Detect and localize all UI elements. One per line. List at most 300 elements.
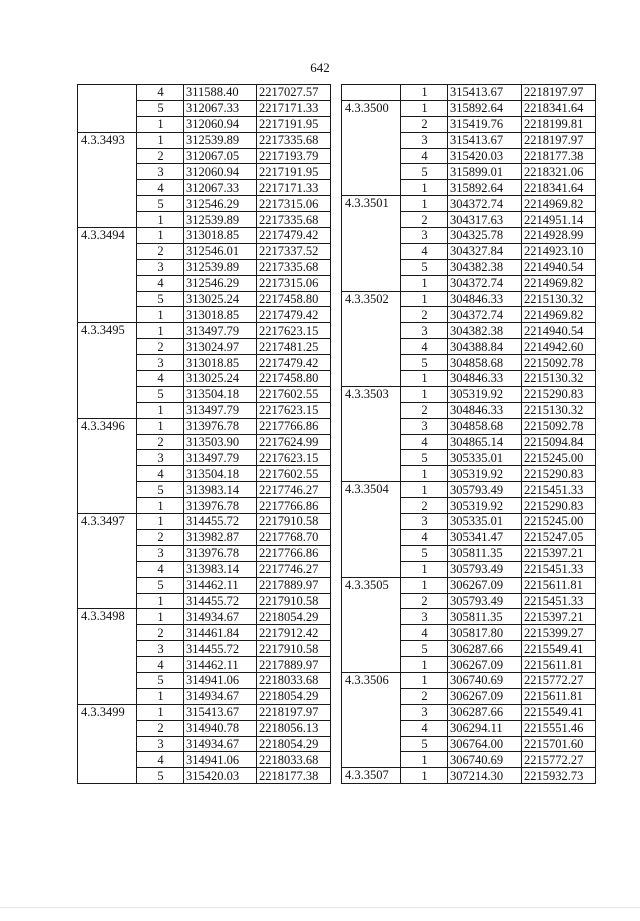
x-coordinate-cell: 305341.47 — [448, 529, 522, 545]
x-coordinate-cell: 306740.69 — [448, 672, 522, 688]
x-coordinate-cell: 314462.11 — [184, 657, 257, 673]
x-coordinate-cell: 315899.01 — [448, 164, 522, 180]
y-coordinate-cell: 2215290.83 — [522, 386, 596, 402]
x-coordinate-cell: 313497.79 — [184, 323, 257, 339]
point-number-cell: 5 — [137, 386, 184, 402]
y-coordinate-cell: 2217602.55 — [257, 386, 331, 402]
x-coordinate-cell: 305335.01 — [448, 514, 522, 530]
point-number-cell: 1 — [137, 116, 184, 132]
x-coordinate-cell: 315413.67 — [448, 132, 522, 148]
y-coordinate-cell: 2215290.83 — [522, 466, 596, 482]
table-row — [342, 100, 596, 116]
y-coordinate-cell: 2217624.99 — [257, 434, 331, 450]
point-number-cell: 5 — [137, 482, 184, 498]
x-coordinate-cell: 315413.67 — [448, 85, 522, 101]
point-number-cell: 1 — [137, 402, 184, 418]
parcel-id-cell: 4.3.3505 — [342, 577, 401, 672]
y-coordinate-cell: 2217766.86 — [257, 545, 331, 561]
point-number-cell: 2 — [137, 148, 184, 164]
x-coordinate-cell: 312060.94 — [184, 164, 257, 180]
y-coordinate-cell: 2217768.70 — [257, 529, 331, 545]
y-coordinate-cell: 2217458.80 — [257, 371, 331, 387]
point-number-cell: 1 — [401, 657, 448, 673]
x-coordinate-cell: 305319.92 — [448, 466, 522, 482]
y-coordinate-cell: 2215611.81 — [522, 577, 596, 593]
point-number-cell: 3 — [401, 228, 448, 244]
y-coordinate-cell: 2217746.27 — [257, 482, 331, 498]
parcel-id-cell: 4.3.3507 — [342, 768, 401, 784]
y-coordinate-cell: 2215549.41 — [522, 641, 596, 657]
point-number-cell: 5 — [137, 577, 184, 593]
x-coordinate-cell: 305817.80 — [448, 625, 522, 641]
point-number-cell: 1 — [137, 498, 184, 514]
parcel-id-cell: 4.3.3498 — [78, 609, 137, 704]
x-coordinate-cell: 312539.89 — [184, 132, 257, 148]
point-number-cell: 4 — [401, 625, 448, 641]
y-coordinate-cell: 2215451.33 — [522, 593, 596, 609]
point-number-cell: 5 — [137, 768, 184, 784]
x-coordinate-cell: 306764.00 — [448, 736, 522, 752]
x-coordinate-cell: 304327.84 — [448, 243, 522, 259]
x-coordinate-cell: 313024.97 — [184, 339, 257, 355]
y-coordinate-cell: 2217623.15 — [257, 402, 331, 418]
point-number-cell: 1 — [401, 752, 448, 768]
coordinate-table-right — [341, 84, 596, 784]
table-row — [78, 704, 331, 720]
x-coordinate-cell: 313982.87 — [184, 529, 257, 545]
point-number-cell: 1 — [137, 593, 184, 609]
y-coordinate-cell: 2217623.15 — [257, 450, 331, 466]
y-coordinate-cell: 2217910.58 — [257, 514, 331, 530]
point-number-cell: 1 — [137, 688, 184, 704]
x-coordinate-cell: 312546.01 — [184, 243, 257, 259]
point-number-cell: 2 — [137, 243, 184, 259]
parcel-id-cell: 4.3.3493 — [78, 132, 137, 227]
x-coordinate-cell: 312546.29 — [184, 196, 257, 212]
point-number-cell: 3 — [401, 132, 448, 148]
point-number-cell: 3 — [401, 704, 448, 720]
y-coordinate-cell: 2217910.58 — [257, 641, 331, 657]
x-coordinate-cell: 315420.03 — [448, 148, 522, 164]
x-coordinate-cell: 306267.09 — [448, 688, 522, 704]
x-coordinate-cell: 313025.24 — [184, 371, 257, 387]
point-number-cell: 4 — [137, 561, 184, 577]
point-number-cell: 4 — [401, 243, 448, 259]
parcel-id-cell: 4.3.3496 — [78, 418, 137, 513]
table-row — [78, 514, 331, 530]
y-coordinate-cell: 2215397.21 — [522, 545, 596, 561]
x-coordinate-cell: 314455.72 — [184, 514, 257, 530]
x-coordinate-cell: 305319.92 — [448, 386, 522, 402]
y-coordinate-cell: 2218033.68 — [257, 752, 331, 768]
x-coordinate-cell: 312539.89 — [184, 212, 257, 228]
parcel-id-cell: 4.3.3501 — [342, 196, 401, 291]
y-coordinate-cell: 2217458.80 — [257, 291, 331, 307]
x-coordinate-cell: 314941.06 — [184, 672, 257, 688]
x-coordinate-cell: 312539.89 — [184, 259, 257, 275]
point-number-cell: 4 — [137, 752, 184, 768]
x-coordinate-cell: 306287.66 — [448, 704, 522, 720]
point-number-cell: 1 — [401, 561, 448, 577]
point-number-cell: 2 — [401, 498, 448, 514]
point-number-cell: 5 — [401, 259, 448, 275]
x-coordinate-cell: 306740.69 — [448, 752, 522, 768]
x-coordinate-cell: 315413.67 — [184, 704, 257, 720]
x-coordinate-cell: 304382.38 — [448, 259, 522, 275]
x-coordinate-cell: 304858.68 — [448, 355, 522, 371]
point-number-cell: 1 — [137, 609, 184, 625]
y-coordinate-cell: 2217889.97 — [257, 577, 331, 593]
point-number-cell: 5 — [137, 672, 184, 688]
point-number-cell: 2 — [401, 688, 448, 704]
y-coordinate-cell: 2215245.00 — [522, 450, 596, 466]
point-number-cell: 1 — [401, 466, 448, 482]
y-coordinate-cell: 2215772.27 — [522, 752, 596, 768]
y-coordinate-cell: 2217479.42 — [257, 307, 331, 323]
x-coordinate-cell: 304388.84 — [448, 339, 522, 355]
x-coordinate-cell: 315892.64 — [448, 180, 522, 196]
point-number-cell: 2 — [401, 116, 448, 132]
x-coordinate-cell: 305793.49 — [448, 482, 522, 498]
x-coordinate-cell: 313976.78 — [184, 498, 257, 514]
x-coordinate-cell: 314455.72 — [184, 593, 257, 609]
point-number-cell: 4 — [401, 148, 448, 164]
point-number-cell: 1 — [137, 323, 184, 339]
point-number-cell: 3 — [137, 164, 184, 180]
x-coordinate-cell: 306267.09 — [448, 657, 522, 673]
parcel-id-cell — [342, 85, 401, 101]
x-coordinate-cell: 304372.74 — [448, 307, 522, 323]
y-coordinate-cell: 2214969.82 — [522, 196, 596, 212]
point-number-cell: 1 — [137, 228, 184, 244]
x-coordinate-cell: 312067.33 — [184, 180, 257, 196]
y-coordinate-cell: 2217766.86 — [257, 498, 331, 514]
x-coordinate-cell: 314941.06 — [184, 752, 257, 768]
y-coordinate-cell: 2218199.81 — [522, 116, 596, 132]
y-coordinate-cell: 2215094.84 — [522, 434, 596, 450]
point-number-cell: 1 — [401, 482, 448, 498]
point-number-cell: 1 — [401, 577, 448, 593]
y-coordinate-cell: 2215549.41 — [522, 704, 596, 720]
y-coordinate-cell: 2218177.38 — [522, 148, 596, 164]
y-coordinate-cell: 2218177.38 — [257, 768, 331, 784]
point-number-cell: 2 — [137, 720, 184, 736]
parcel-id-cell: 4.3.3499 — [78, 704, 137, 783]
y-coordinate-cell: 2217315.06 — [257, 196, 331, 212]
parcel-id-cell: 4.3.3502 — [342, 291, 401, 386]
y-coordinate-cell: 2217335.68 — [257, 259, 331, 275]
point-number-cell: 5 — [401, 164, 448, 180]
point-number-cell: 4 — [137, 466, 184, 482]
x-coordinate-cell: 306294.11 — [448, 720, 522, 736]
y-coordinate-cell: 2215290.83 — [522, 498, 596, 514]
point-number-cell: 4 — [137, 180, 184, 196]
y-coordinate-cell: 2215772.27 — [522, 672, 596, 688]
parcel-id-cell: 4.3.3495 — [78, 323, 137, 418]
point-number-cell: 3 — [137, 545, 184, 561]
x-coordinate-cell: 315419.76 — [448, 116, 522, 132]
point-number-cell: 4 — [137, 657, 184, 673]
point-number-cell: 1 — [137, 418, 184, 434]
x-coordinate-cell: 305811.35 — [448, 609, 522, 625]
x-coordinate-cell: 313025.24 — [184, 291, 257, 307]
point-number-cell: 4 — [401, 720, 448, 736]
point-number-cell: 2 — [137, 529, 184, 545]
x-coordinate-cell: 312067.33 — [184, 100, 257, 116]
point-number-cell: 3 — [137, 736, 184, 752]
table-row — [78, 418, 331, 434]
point-number-cell: 4 — [401, 339, 448, 355]
point-number-cell: 3 — [137, 450, 184, 466]
x-coordinate-cell: 313504.18 — [184, 466, 257, 482]
y-coordinate-cell: 2215092.78 — [522, 418, 596, 434]
point-number-cell: 1 — [137, 132, 184, 148]
x-coordinate-cell: 315892.64 — [448, 100, 522, 116]
y-coordinate-cell: 2215451.33 — [522, 561, 596, 577]
y-coordinate-cell: 2217315.06 — [257, 275, 331, 291]
y-coordinate-cell: 2215451.33 — [522, 482, 596, 498]
x-coordinate-cell: 314934.67 — [184, 688, 257, 704]
x-coordinate-cell: 313976.78 — [184, 545, 257, 561]
point-number-cell: 3 — [401, 418, 448, 434]
point-number-cell: 2 — [401, 307, 448, 323]
x-coordinate-cell: 304382.38 — [448, 323, 522, 339]
y-coordinate-cell: 2218197.97 — [522, 132, 596, 148]
x-coordinate-cell: 311588.40 — [184, 85, 257, 101]
point-number-cell: 3 — [401, 514, 448, 530]
point-number-cell: 1 — [401, 100, 448, 116]
x-coordinate-cell: 305319.92 — [448, 498, 522, 514]
point-number-cell: 1 — [401, 386, 448, 402]
x-coordinate-cell: 305793.49 — [448, 593, 522, 609]
x-coordinate-cell: 314934.67 — [184, 609, 257, 625]
point-number-cell: 5 — [401, 545, 448, 561]
x-coordinate-cell: 305811.35 — [448, 545, 522, 561]
table-row — [342, 196, 596, 212]
y-coordinate-cell: 2217335.68 — [257, 132, 331, 148]
point-number-cell: 2 — [137, 625, 184, 641]
y-coordinate-cell: 2217191.95 — [257, 116, 331, 132]
y-coordinate-cell: 2214923.10 — [522, 243, 596, 259]
y-coordinate-cell: 2217910.58 — [257, 593, 331, 609]
x-coordinate-cell: 313497.79 — [184, 402, 257, 418]
y-coordinate-cell: 2215397.21 — [522, 609, 596, 625]
x-coordinate-cell: 313983.14 — [184, 482, 257, 498]
x-coordinate-cell: 306287.66 — [448, 641, 522, 657]
y-coordinate-cell: 2215551.46 — [522, 720, 596, 736]
point-number-cell: 4 — [137, 371, 184, 387]
point-number-cell: 1 — [137, 514, 184, 530]
x-coordinate-cell: 312546.29 — [184, 275, 257, 291]
y-coordinate-cell: 2214969.82 — [522, 275, 596, 291]
y-coordinate-cell: 2217335.68 — [257, 212, 331, 228]
x-coordinate-cell: 313018.85 — [184, 307, 257, 323]
point-number-cell: 2 — [401, 593, 448, 609]
y-coordinate-cell: 2218197.97 — [257, 704, 331, 720]
page-bottom-rule — [0, 907, 640, 908]
x-coordinate-cell: 305335.01 — [448, 450, 522, 466]
x-coordinate-cell: 313497.79 — [184, 450, 257, 466]
y-coordinate-cell: 2217766.86 — [257, 418, 331, 434]
y-coordinate-cell: 2215611.81 — [522, 688, 596, 704]
y-coordinate-cell: 2217027.57 — [257, 85, 331, 101]
point-number-cell: 5 — [401, 641, 448, 657]
point-number-cell: 4 — [401, 434, 448, 450]
x-coordinate-cell: 304846.33 — [448, 291, 522, 307]
y-coordinate-cell: 2215130.32 — [522, 371, 596, 387]
point-number-cell: 3 — [137, 259, 184, 275]
y-coordinate-cell: 2215092.78 — [522, 355, 596, 371]
y-coordinate-cell: 2218054.29 — [257, 609, 331, 625]
y-coordinate-cell: 2217191.95 — [257, 164, 331, 180]
y-coordinate-cell: 2218197.97 — [522, 85, 596, 101]
table-row — [78, 228, 331, 244]
y-coordinate-cell: 2217746.27 — [257, 561, 331, 577]
point-number-cell: 1 — [137, 212, 184, 228]
point-number-cell: 5 — [137, 100, 184, 116]
y-coordinate-cell: 2218056.13 — [257, 720, 331, 736]
x-coordinate-cell: 313018.85 — [184, 228, 257, 244]
table-row — [342, 577, 596, 593]
y-coordinate-cell: 2215245.00 — [522, 514, 596, 530]
x-coordinate-cell: 304858.68 — [448, 418, 522, 434]
y-coordinate-cell: 2217479.42 — [257, 355, 331, 371]
point-number-cell: 5 — [401, 736, 448, 752]
parcel-id-cell — [78, 85, 137, 133]
x-coordinate-cell: 304865.14 — [448, 434, 522, 450]
point-number-cell: 5 — [137, 196, 184, 212]
point-number-cell: 2 — [401, 212, 448, 228]
x-coordinate-cell: 312067.05 — [184, 148, 257, 164]
point-number-cell: 4 — [137, 275, 184, 291]
y-coordinate-cell: 2215611.81 — [522, 657, 596, 673]
parcel-id-cell: 4.3.3500 — [342, 100, 401, 195]
parcel-id-cell: 4.3.3503 — [342, 386, 401, 481]
point-number-cell: 4 — [137, 85, 184, 101]
x-coordinate-cell: 304372.74 — [448, 275, 522, 291]
y-coordinate-cell: 2218341.64 — [522, 100, 596, 116]
point-number-cell: 5 — [401, 450, 448, 466]
x-coordinate-cell: 307214.30 — [448, 768, 522, 784]
x-coordinate-cell: 304372.74 — [448, 196, 522, 212]
point-number-cell: 1 — [401, 85, 448, 101]
x-coordinate-cell: 304325.78 — [448, 228, 522, 244]
table-row — [78, 132, 331, 148]
parcel-id-cell: 4.3.3506 — [342, 672, 401, 767]
y-coordinate-cell: 2215701.60 — [522, 736, 596, 752]
point-number-cell: 1 — [401, 275, 448, 291]
y-coordinate-cell: 2214940.54 — [522, 259, 596, 275]
y-coordinate-cell: 2218054.29 — [257, 688, 331, 704]
y-coordinate-cell: 2215399.27 — [522, 625, 596, 641]
page-number: 642 — [310, 60, 330, 75]
y-coordinate-cell: 2218341.64 — [522, 180, 596, 196]
x-coordinate-cell: 305793.49 — [448, 561, 522, 577]
y-coordinate-cell: 2218054.29 — [257, 736, 331, 752]
y-coordinate-cell: 2215247.05 — [522, 529, 596, 545]
point-number-cell: 2 — [137, 434, 184, 450]
point-number-cell: 1 — [401, 672, 448, 688]
y-coordinate-cell: 2217912.42 — [257, 625, 331, 641]
parcel-id-cell: 4.3.3494 — [78, 228, 137, 323]
parcel-id-cell: 4.3.3497 — [78, 514, 137, 609]
x-coordinate-cell: 313503.90 — [184, 434, 257, 450]
point-number-cell: 1 — [401, 196, 448, 212]
y-coordinate-cell: 2214969.82 — [522, 307, 596, 323]
point-number-cell: 3 — [401, 323, 448, 339]
point-number-cell: 5 — [137, 291, 184, 307]
point-number-cell: 3 — [137, 355, 184, 371]
point-number-cell: 1 — [401, 180, 448, 196]
coordinate-table-left — [77, 84, 331, 784]
table-row — [342, 672, 596, 688]
x-coordinate-cell: 313018.85 — [184, 355, 257, 371]
y-coordinate-cell: 2215130.32 — [522, 402, 596, 418]
y-coordinate-cell: 2217479.42 — [257, 228, 331, 244]
table-row — [78, 609, 331, 625]
x-coordinate-cell: 313983.14 — [184, 561, 257, 577]
y-coordinate-cell: 2214942.60 — [522, 339, 596, 355]
parcel-id-cell: 4.3.3504 — [342, 482, 401, 577]
y-coordinate-cell: 2217171.33 — [257, 100, 331, 116]
x-coordinate-cell: 314455.72 — [184, 641, 257, 657]
table-row — [342, 85, 596, 101]
y-coordinate-cell: 2217623.15 — [257, 323, 331, 339]
y-coordinate-cell: 2214940.54 — [522, 323, 596, 339]
table-row — [342, 768, 596, 784]
y-coordinate-cell: 2215130.32 — [522, 291, 596, 307]
y-coordinate-cell: 2217889.97 — [257, 657, 331, 673]
point-number-cell: 3 — [137, 641, 184, 657]
y-coordinate-cell: 2214951.14 — [522, 212, 596, 228]
table-row — [342, 291, 596, 307]
x-coordinate-cell: 312060.94 — [184, 116, 257, 132]
point-number-cell: 4 — [401, 529, 448, 545]
x-coordinate-cell: 304317.63 — [448, 212, 522, 228]
x-coordinate-cell: 314940.78 — [184, 720, 257, 736]
x-coordinate-cell: 314461.84 — [184, 625, 257, 641]
x-coordinate-cell: 304846.33 — [448, 371, 522, 387]
y-coordinate-cell: 2217193.79 — [257, 148, 331, 164]
table-row — [342, 482, 596, 498]
point-number-cell: 2 — [137, 339, 184, 355]
point-number-cell: 1 — [401, 371, 448, 387]
point-number-cell: 3 — [401, 609, 448, 625]
y-coordinate-cell: 2214928.99 — [522, 228, 596, 244]
point-number-cell: 1 — [401, 768, 448, 784]
y-coordinate-cell: 2218321.06 — [522, 164, 596, 180]
point-number-cell: 5 — [401, 355, 448, 371]
x-coordinate-cell: 313976.78 — [184, 418, 257, 434]
y-coordinate-cell: 2217171.33 — [257, 180, 331, 196]
x-coordinate-cell: 313504.18 — [184, 386, 257, 402]
table-row — [78, 85, 331, 101]
y-coordinate-cell: 2217337.52 — [257, 243, 331, 259]
point-number-cell: 2 — [401, 402, 448, 418]
y-coordinate-cell: 2215932.73 — [522, 768, 596, 784]
table-row — [342, 386, 596, 402]
x-coordinate-cell: 314934.67 — [184, 736, 257, 752]
point-number-cell: 1 — [137, 307, 184, 323]
y-coordinate-cell: 2218033.68 — [257, 672, 331, 688]
y-coordinate-cell: 2217481.25 — [257, 339, 331, 355]
point-number-cell: 1 — [401, 291, 448, 307]
table-row — [78, 323, 331, 339]
x-coordinate-cell: 304846.33 — [448, 402, 522, 418]
x-coordinate-cell: 314462.11 — [184, 577, 257, 593]
x-coordinate-cell: 315420.03 — [184, 768, 257, 784]
x-coordinate-cell: 306267.09 — [448, 577, 522, 593]
